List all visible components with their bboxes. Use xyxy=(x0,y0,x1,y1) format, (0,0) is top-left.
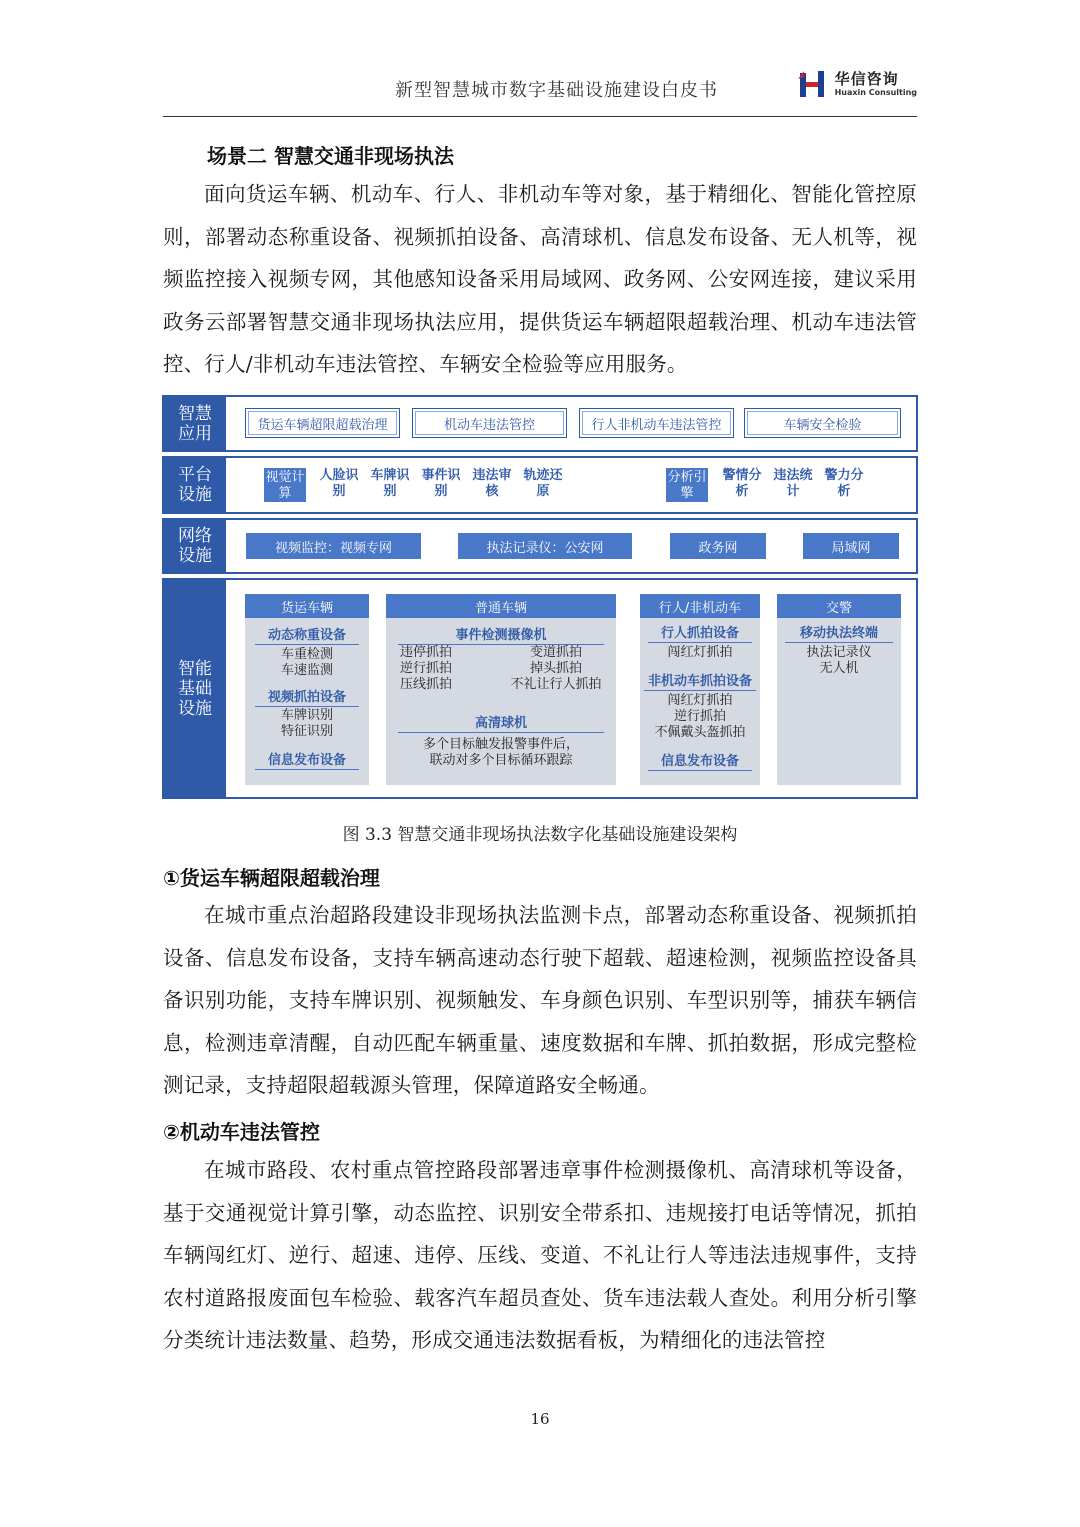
dynamic-weighing-device: 动态称重设备 xyxy=(255,624,359,645)
traffic-police-column-header: 交警 xyxy=(777,594,901,618)
application-layer xyxy=(162,395,918,452)
non-motor-capture-functions: 闯红灯抓拍 逆行抓拍 不佩戴头盔抓拍 xyxy=(654,693,746,740)
page-header xyxy=(163,66,917,117)
pedestrian-capture-functions: 闯红灯抓拍 xyxy=(667,645,733,660)
logo-mark-icon xyxy=(798,69,830,99)
network-layer-label: 网络设施 xyxy=(164,520,226,572)
non-motor-capture-device: 非机动车抓拍设备 xyxy=(644,670,756,691)
freight-column xyxy=(245,594,369,785)
application-layer-label: 智慧应用 xyxy=(164,397,226,450)
alert-analysis: 警情分析 xyxy=(722,468,762,499)
mobile-enforcement-terminal: 移动执法终端 xyxy=(785,622,893,643)
event-detection-camera: 事件检测摄像机 xyxy=(398,624,604,645)
logo-english-name: Huaxin Consulting xyxy=(834,87,917,97)
logo-chinese-name: 华信咨询 xyxy=(834,69,899,88)
section2-heading: ②机动车违法管控 xyxy=(163,1120,320,1144)
weighing-functions: 车重检测 车速监测 xyxy=(280,647,333,678)
video-capture-device: 视频抓拍设备 xyxy=(255,686,359,707)
app-pedestrian-violation: 行人非机动车违法管控 xyxy=(579,408,734,438)
analysis-engine: 分析引擎 xyxy=(667,470,707,501)
scene-intro-paragraph: 面向货运车辆、机动车、行人、非机动车等对象，基于精细化、智能化管控原则，部署动态称重设备、视频抓拍设备、高清球机、信息发布设备、无人机等，视频监控接入视频专网，其他感知设备采用局域网、政务网、公安网连接，建议采用政务云部署智慧交通非现场执法应用，提供货运车辆超限超载治理、机动车违法管控、行人/非机动车违法管控、车辆安全检验等应用服务。 xyxy=(163,182,917,376)
network-layer xyxy=(162,518,918,574)
camera-functions-right: 变道抓拍 掉头抓拍 不礼让行人抓拍 xyxy=(510,645,602,692)
face-recognition: 人脸识别 xyxy=(319,468,359,499)
net-public-security: 执法记录仪：公安网 xyxy=(458,533,632,559)
section1-heading: ①货运车辆超限超载治理 xyxy=(163,866,380,890)
company-logo xyxy=(798,69,917,99)
scene-heading: 场景二 智慧交通非现场执法 xyxy=(207,144,454,168)
app-vehicle-safety-inspection: 车辆安全检验 xyxy=(744,408,901,438)
section2-paragraph: 在城市路段、农村重点管控路段部署违章事件检测摄像机、高清球机等设备，基于交通视觉计算引擎，动态监控、识别安全带系扣、违规接打电话等情况，抓拍车辆闯红灯、逆行、超速、违停、压线、变道、不礼让行人等违法违规事件，支持农村道路报废面包车检验、载客汽车超员查处、货车违法载人查处。利用分析引擎分类统计违法数量、趋势，形成交通违法数据看板，为精细化的违法管控 xyxy=(163,1158,917,1352)
freight-column-header: 货运车辆 xyxy=(245,594,369,618)
info-release-device: 信息发布设备 xyxy=(255,749,359,770)
pedestrian-info-release-device: 信息发布设备 xyxy=(648,750,752,771)
capture-functions: 车牌识别 特征识别 xyxy=(280,708,333,739)
visual-computing-engine: 视觉计算 xyxy=(265,470,305,501)
pedestrian-column xyxy=(640,594,760,785)
mobile-terminal-functions: 执法记录仪 无人机 xyxy=(806,645,872,676)
figure-caption: 图 3.3 智慧交通非现场执法数字化基础设施建设架构 xyxy=(342,825,738,845)
traffic-police-column xyxy=(777,594,901,785)
dome-camera-functions: 多个目标触发报警事件后， 联动对多个目标循环跟踪 xyxy=(422,737,579,768)
camera-functions-left: 违停抓拍 逆行抓拍 压线抓拍 xyxy=(400,645,453,692)
infrastructure-layer-label: 智能基础设施 xyxy=(164,580,226,797)
platform-layer xyxy=(162,456,918,514)
pedestrian-capture-device: 行人抓拍设备 xyxy=(648,622,752,643)
document-title: 新型智慧城市数字基础设施建设白皮书 xyxy=(395,80,718,101)
violation-review: 违法审核 xyxy=(472,468,512,499)
net-video-private: 视频监控：视频专网 xyxy=(246,533,421,559)
normal-vehicle-column-header: 普通车辆 xyxy=(386,594,616,618)
net-local-area: 局域网 xyxy=(803,533,899,559)
app-motor-vehicle-violation: 机动车违法管控 xyxy=(412,408,567,438)
app-freight-overload: 货运车辆超限超载治理 xyxy=(245,408,400,438)
violation-statistics: 违法统计 xyxy=(773,468,813,499)
infrastructure-layer xyxy=(162,578,918,799)
section1-paragraph: 在城市重点治超路段建设非现场执法监测卡点，部署动态称重设备、视频抓拍设备、信息发布设备，支持车辆高速动态行驶下超载、超速检测，视频监控设备具备识别功能，支持车牌识别、视频触发、车身颜色识别、车型识别等，捕获车辆信息，检测违章清醒，自动匹配车辆重量、速度数据和车牌、抓拍数据，形成完整检测记录，支持超限超载源头管理，保障道路安全畅通。 xyxy=(163,903,917,1097)
pedestrian-column-header: 行人/非机动车 xyxy=(640,594,760,618)
net-government: 政务网 xyxy=(670,533,766,559)
plate-recognition: 车牌识别 xyxy=(370,468,410,499)
police-force-analysis: 警力分析 xyxy=(824,468,864,499)
trajectory-restore: 轨迹还原 xyxy=(523,468,563,499)
hd-dome-camera: 高清球机 xyxy=(398,712,604,733)
page-number: 16 xyxy=(530,1410,550,1428)
platform-layer-label: 平台设施 xyxy=(164,458,226,512)
architecture-diagram xyxy=(162,395,918,799)
normal-vehicle-column xyxy=(386,594,616,785)
event-recognition: 事件识别 xyxy=(421,468,461,499)
